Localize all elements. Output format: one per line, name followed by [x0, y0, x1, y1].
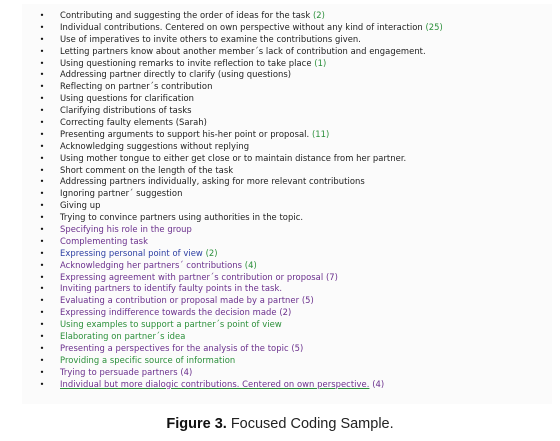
bullet-icon: •: [39, 106, 45, 116]
list-item: [34, 248, 550, 260]
list-item-count: (5): [291, 342, 304, 353]
list-item: [34, 188, 550, 200]
list-item: [34, 367, 550, 379]
list-item: [34, 117, 550, 129]
list-item: [34, 105, 550, 117]
list-item-text: Inviting partners to identify faulty points in the task.: [60, 283, 283, 294]
list-item-text: Use of imperatives to invite others to examine the contributions given.: [60, 33, 361, 44]
list-item-text: Acknowledging her partners´ contributions: [60, 259, 243, 270]
bullet-icon: •: [39, 11, 45, 20]
list-item: [34, 355, 550, 367]
coding-list: [34, 10, 550, 391]
list-item-text: Contributing and suggesting the order of ideas for the task: [60, 10, 311, 20]
bullet-icon: •: [39, 46, 45, 56]
bullet-icon: •: [39, 379, 45, 389]
list-item-text: Providing a specific source of information: [60, 354, 236, 365]
list-item-count: (2): [312, 10, 325, 20]
list-item: [34, 379, 550, 391]
list-item-count: (4): [372, 378, 385, 389]
list-item-text: Expressing personal point of view: [60, 247, 203, 258]
list-item: [34, 283, 550, 295]
list-item: [34, 319, 550, 331]
bullet-icon: •: [39, 70, 45, 80]
bullet-icon: •: [39, 141, 45, 151]
list-item: [34, 129, 550, 141]
list-item: [34, 46, 550, 58]
list-item: [34, 331, 550, 343]
list-item: [34, 236, 550, 248]
list-item-text: Correcting faulty elements (Sarah): [60, 117, 207, 128]
list-item: [34, 343, 550, 355]
bullet-icon: •: [39, 22, 45, 32]
list-item: [34, 141, 550, 153]
list-item-count: (11): [311, 128, 330, 139]
bullet-icon: •: [39, 177, 45, 187]
list-item-text: Elaborating on partner´s idea: [60, 331, 186, 342]
list-item-text: Complementing task: [60, 235, 148, 246]
bullet-icon: •: [39, 248, 45, 258]
list-item-text: Acknowledging suggestions without replying: [60, 140, 250, 151]
list-item-text: Expressing agreement with partner´s contribution or proposal: [60, 271, 324, 282]
list-item-count: (2): [205, 247, 218, 258]
bullet-icon: •: [39, 94, 45, 104]
list-item-count: (5): [301, 295, 314, 306]
list-item: [34, 22, 550, 34]
bullet-icon: •: [39, 118, 45, 128]
bullet-icon: •: [39, 284, 45, 294]
bullet-icon: •: [39, 82, 45, 92]
list-item: [34, 307, 550, 319]
list-item-text: Individual but more dialogic contributions. Centered on own perspective.: [60, 378, 370, 389]
list-item-text: Ignoring partner´ suggestion: [60, 188, 183, 199]
list-item-text: Presenting arguments to support his-her point or proposal.: [60, 128, 310, 139]
list-item-text: Evaluating a contribution or proposal made by a partner: [60, 295, 300, 306]
list-item-count: (25): [425, 21, 443, 32]
coding-list-sheet: [22, 4, 552, 404]
figure-caption: [0, 416, 560, 432]
list-item-text: Trying to persuade partners: [60, 366, 178, 377]
list-item: [34, 272, 550, 284]
list-item: [34, 165, 550, 177]
list-item: [34, 58, 550, 70]
list-item: [34, 212, 550, 224]
list-item-text: Reflecting on partner´s contribution: [60, 81, 213, 92]
bullet-icon: •: [39, 34, 45, 44]
bullet-icon: •: [39, 236, 45, 246]
list-item-text: Addressing partners individually, asking for more relevant contributions: [60, 176, 365, 187]
list-item-text: Specifying his role in the group: [60, 224, 192, 235]
list-item: [34, 34, 550, 46]
bullet-icon: •: [39, 260, 45, 270]
bullet-icon: •: [39, 213, 45, 223]
bullet-icon: •: [39, 296, 45, 306]
list-item-text: Presenting a perspectives for the analysis of the topic: [60, 342, 289, 353]
list-item-count: (4): [180, 366, 193, 377]
list-item: [34, 260, 550, 272]
bullet-icon: •: [39, 225, 45, 235]
list-item: [34, 69, 550, 81]
bullet-icon: •: [39, 343, 45, 353]
list-item-text: Expressing indifference towards the decision made: [60, 307, 277, 318]
list-item-text: Using questions for clarification: [60, 93, 195, 104]
list-item-count: (2): [279, 307, 292, 318]
bullet-icon: •: [39, 272, 45, 282]
bullet-icon: •: [39, 58, 45, 68]
list-item: [34, 153, 550, 165]
list-item: [34, 295, 550, 307]
list-item: [34, 93, 550, 105]
bullet-icon: •: [39, 320, 45, 330]
list-item: [34, 200, 550, 212]
bullet-icon: •: [39, 129, 45, 139]
figure-label: Figure 3.: [166, 416, 227, 432]
list-item-text: Clarifying distributions of tasks: [60, 105, 192, 116]
list-item-text: Using questioning remarks to invite reflection to take place: [60, 57, 312, 68]
list-item-count: (1): [314, 57, 327, 68]
bullet-icon: •: [39, 332, 45, 342]
bullet-icon: •: [39, 367, 45, 377]
list-item-count: (7): [325, 271, 338, 282]
bullet-icon: •: [39, 189, 45, 199]
list-item: [34, 10, 550, 22]
list-item-text: Using mother tongue to either get close or to maintain distance from her partner.: [60, 152, 407, 163]
list-item-text: Trying to convince partners using authorities in the topic.: [60, 212, 304, 223]
list-item-text: Using examples to support a partner´s point of view: [60, 319, 282, 330]
bullet-icon: •: [39, 153, 45, 163]
list-item-text: Short comment on the length of the task: [60, 164, 234, 175]
list-item-text: Letting partners know about another member´s lack of contribution and engagement.: [60, 45, 426, 56]
bullet-icon: •: [39, 308, 45, 318]
list-item-count: (4): [244, 259, 257, 270]
list-item: [34, 81, 550, 93]
list-item-text: Addressing partner directly to clarify (using questions): [60, 69, 292, 80]
list-item: [34, 224, 550, 236]
list-item-text: Giving up: [60, 200, 101, 211]
bullet-icon: •: [39, 355, 45, 365]
list-item: [34, 176, 550, 188]
bullet-icon: •: [39, 165, 45, 175]
list-item-text: Individual contributions. Centered on own perspective without any kind of interaction: [60, 21, 423, 32]
figure-caption-text: Focused Coding Sample.: [226, 416, 394, 432]
bullet-icon: •: [39, 201, 45, 211]
